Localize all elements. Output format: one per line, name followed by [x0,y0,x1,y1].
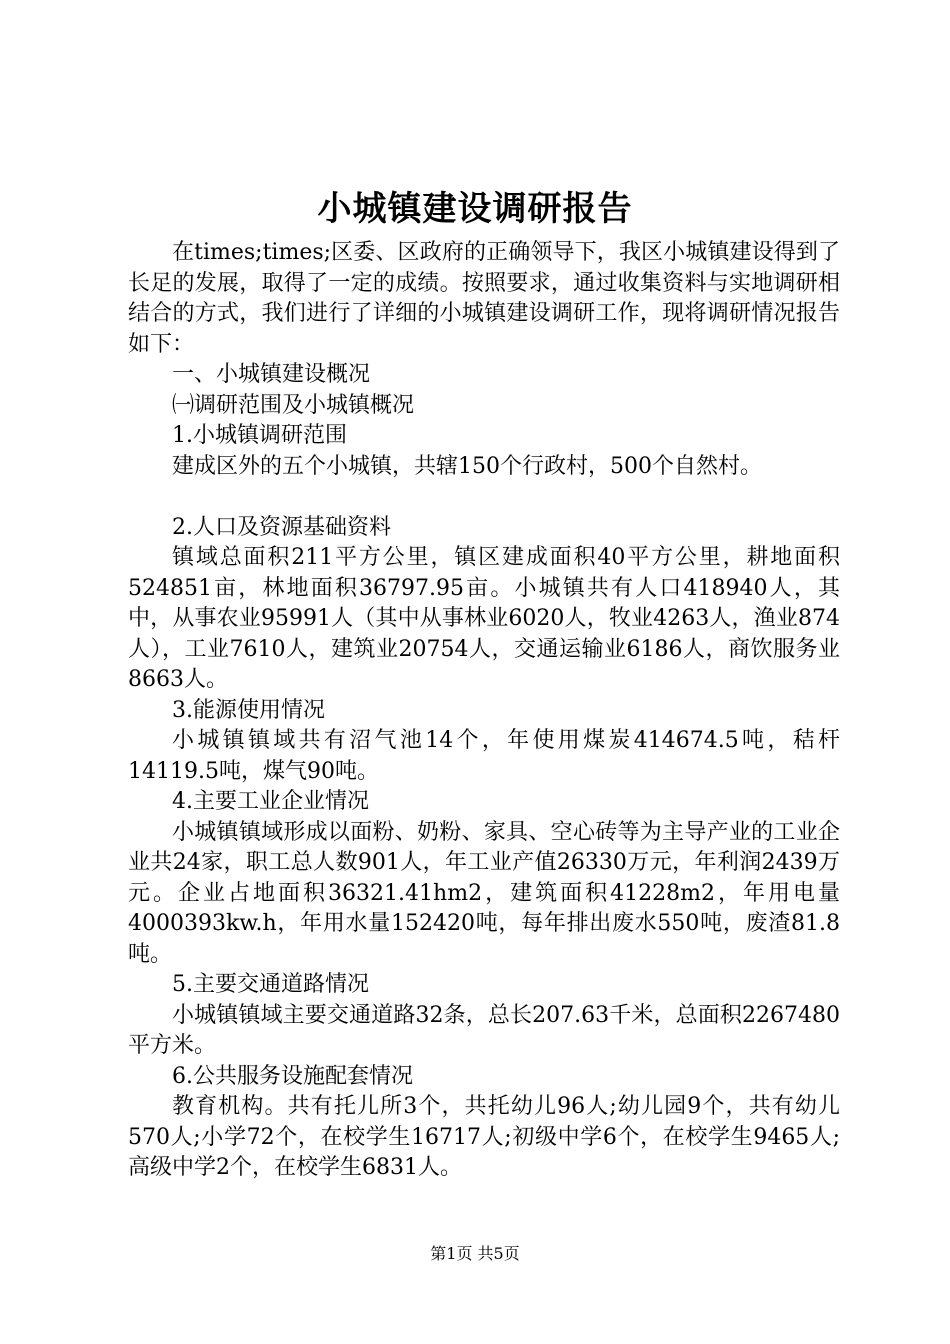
body-paragraph: 建成区外的五个小城镇，共辖150个行政村，500个自然村。 [172,453,762,479]
intro-paragraph: 在times;times;区委、区政府的正确领导下，我区小城镇建设得到了长足的发展，取得了一定的成绩。按照要求，通过收集资料与实地调研相结合的方式，我们进行了详细的小城镇建设调研工作，现将调研情况报告如下： [128,240,840,357]
item-heading: 1.小城镇调研范围 [172,423,347,448]
item-heading: 5.主要交通道路情况 [172,972,369,997]
body-paragraph: 镇域总面积211平方公里，镇区建成面积40平方公里，耕地面积524851亩，林地面积36797.95亩。小城镇共有人口418940人，其中，从事农业95991人（其中从事林业6020人，牧业4263人，渔业874人），工业7610人，建筑业20754人，交通运输业6186人，商饮服务业8663人。 [128,545,840,692]
blank-line [128,482,840,513]
item-heading: 2.人口及资源基础资料 [172,514,391,540]
body-paragraph: 小城镇镇域形成以面粉、奶粉、家具、空心砖等为主导产业的工业企业共24家，职工总人数901人，年工业产值26330万元，年利润2439万元。企业占地面积36321.41hm2，建筑面积41228m2，年用电量4000393kw.h，年用水量152420吨，每年排出废水550吨，废渣81.8吨。 [128,819,840,967]
body-paragraph: 小城镇镇域主要交通道路32条，总长207.63千米，总面积2267480平方米。 [128,1002,840,1058]
item-heading: 4.主要工业企业情况 [172,789,369,814]
document-body [128,238,840,1184]
item-heading: 6.公共服务设施配套情况 [172,1063,413,1089]
document-title: 小城镇建设调研报告 [317,189,633,229]
subsection-heading: ㈠调研范围及小城镇概况 [172,392,415,418]
section-heading: 一、小城镇建设概况 [172,362,371,387]
body-paragraph: 小城镇镇域共有沼气池14个，年使用煤炭414674.5吨，秸杆14119.5吨，煤气90吨。 [128,728,840,784]
body-paragraph: 教育机构。共有托儿所3个，共托幼儿96人;幼儿园9个，共有幼儿570人;小学72个，在校学生16717人;初级中学6个，在校学生9465人;高级中学2个，在校学生6831人。 [128,1094,840,1180]
item-heading: 3.能源使用情况 [172,697,325,723]
page-footer: 第1页 共5页 [430,1244,520,1263]
